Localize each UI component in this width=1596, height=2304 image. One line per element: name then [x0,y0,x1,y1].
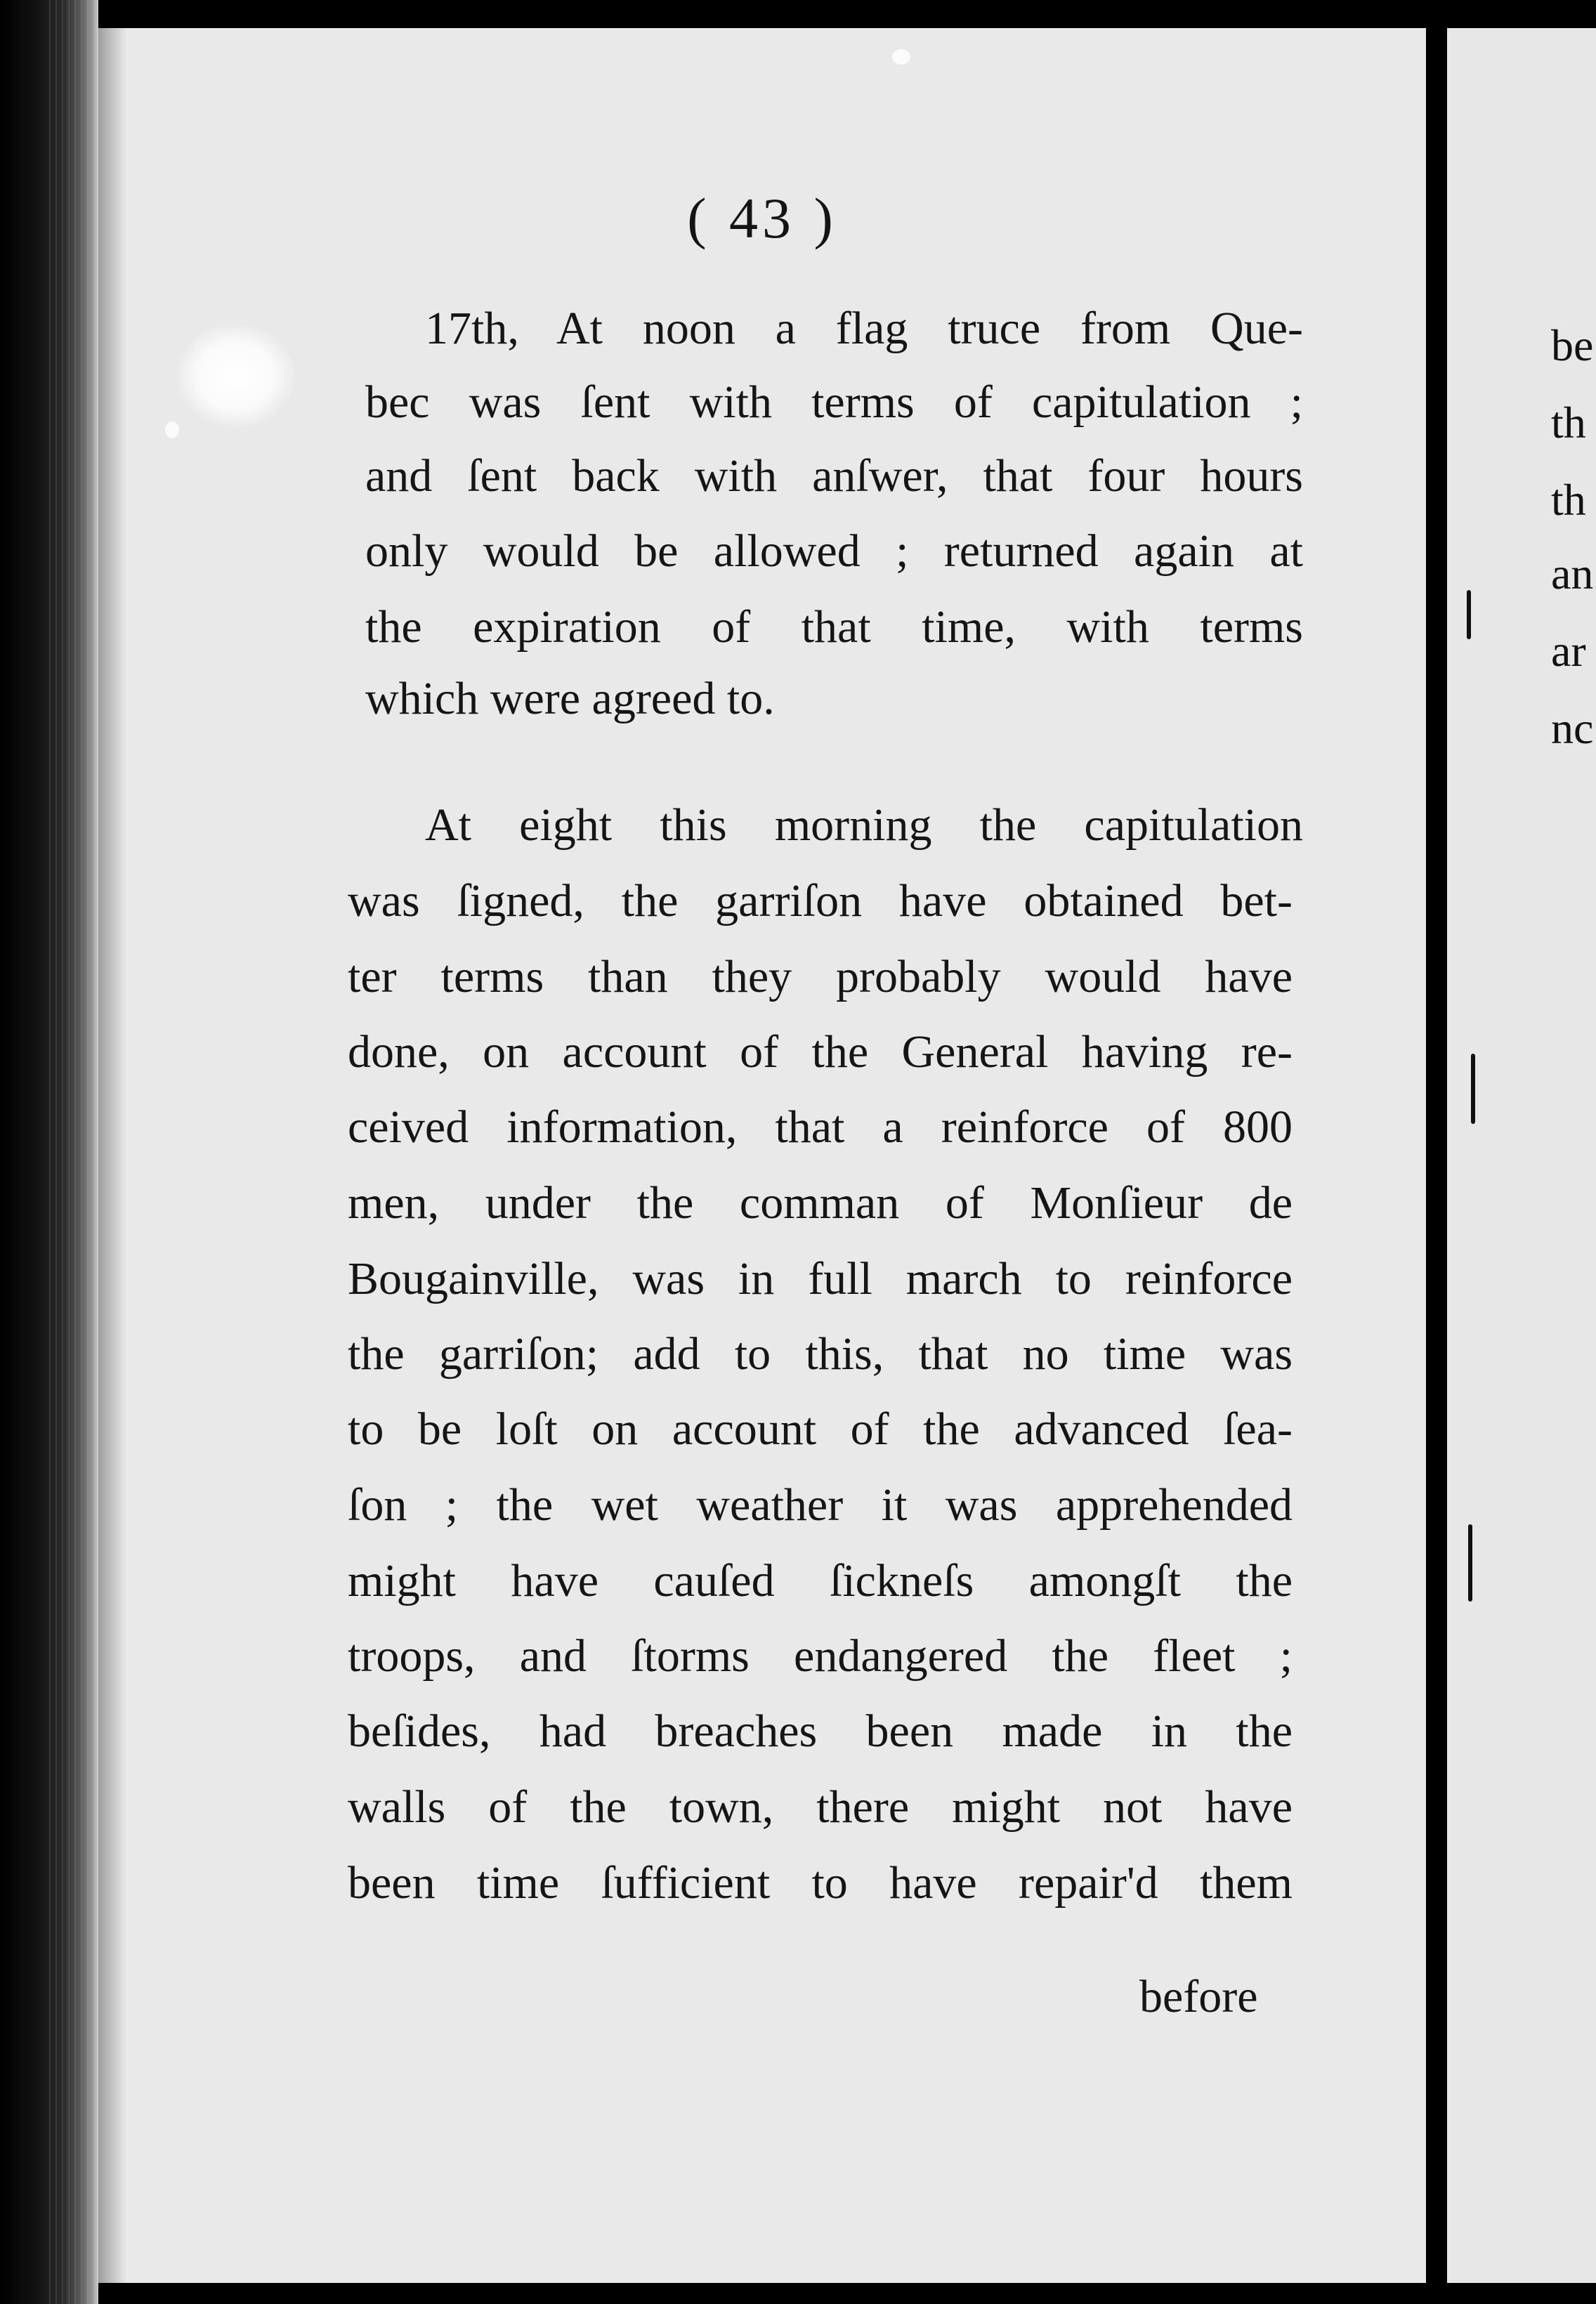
facing-text-fragment: an [1551,549,1594,598]
text-line: ceived information, that a reinforce of 800 [348,1101,1293,1153]
show-through-mark [1468,1524,1472,1602]
book-binding-gutter [0,0,98,2304]
book-page [98,28,1426,2283]
facing-text-fragment: ar [1551,626,1586,676]
text-line: walls of the town, there might not have [348,1781,1293,1833]
text-line: At eight this morning the capitulation [425,799,1303,851]
text-line: been time ſufficient to have repair'd them [348,1857,1293,1909]
text-line: ter terms than they probably would have [348,951,1293,1002]
paper-speck [892,49,910,65]
facing-text-fragment: th [1551,398,1586,447]
text-line: men, under the comman of Monſieur de [348,1177,1293,1229]
page-number: ( 43 ) [687,186,837,250]
text-line: the expiration of that time, with terms [365,601,1303,653]
text-line: Bougainville, was in full march to reinforce [348,1253,1293,1304]
text-line: bec was ſent with terms of capitulation ; [365,377,1303,428]
show-through-mark [1471,1054,1475,1124]
text-line: 17th, At noon a flag truce from Que- [425,303,1303,354]
catchword: before [1139,1971,1258,2022]
paper-blemish [176,323,295,428]
page-fold-shadow [98,28,126,2283]
page-gap [1426,0,1447,2304]
text-line: which were agreed to. [365,673,775,724]
facing-text-fragment: th [1551,475,1586,525]
text-line: done, on account of the General having re- [348,1026,1293,1078]
text-line: only would be allowed ; returned again at [365,525,1303,577]
text-line: the garriſon; add to this, that no time was [348,1328,1293,1380]
text-line: might have cauſed ſickneſs amongſt the [348,1555,1293,1606]
paper-speck [165,421,179,438]
text-line: to be loſt on account of the advanced ſea- [348,1403,1293,1455]
show-through-mark [1467,590,1471,639]
facing-page-edge [1447,28,1596,2283]
text-line: and ſent back with anſwer, that four hours [365,450,1303,502]
text-line: was ſigned, the garriſon have obtained bet- [348,875,1293,927]
binding-page-edges [49,0,91,2304]
text-line: beſides, had breaches been made in the [348,1706,1293,1757]
text-line: troops, and ſtorms endangered the fleet ; [348,1630,1293,1682]
facing-text-fragment: be [1551,320,1594,370]
text-line: ſon ; the wet weather it was apprehended [348,1479,1293,1531]
facing-text-fragment: nc [1551,703,1594,753]
